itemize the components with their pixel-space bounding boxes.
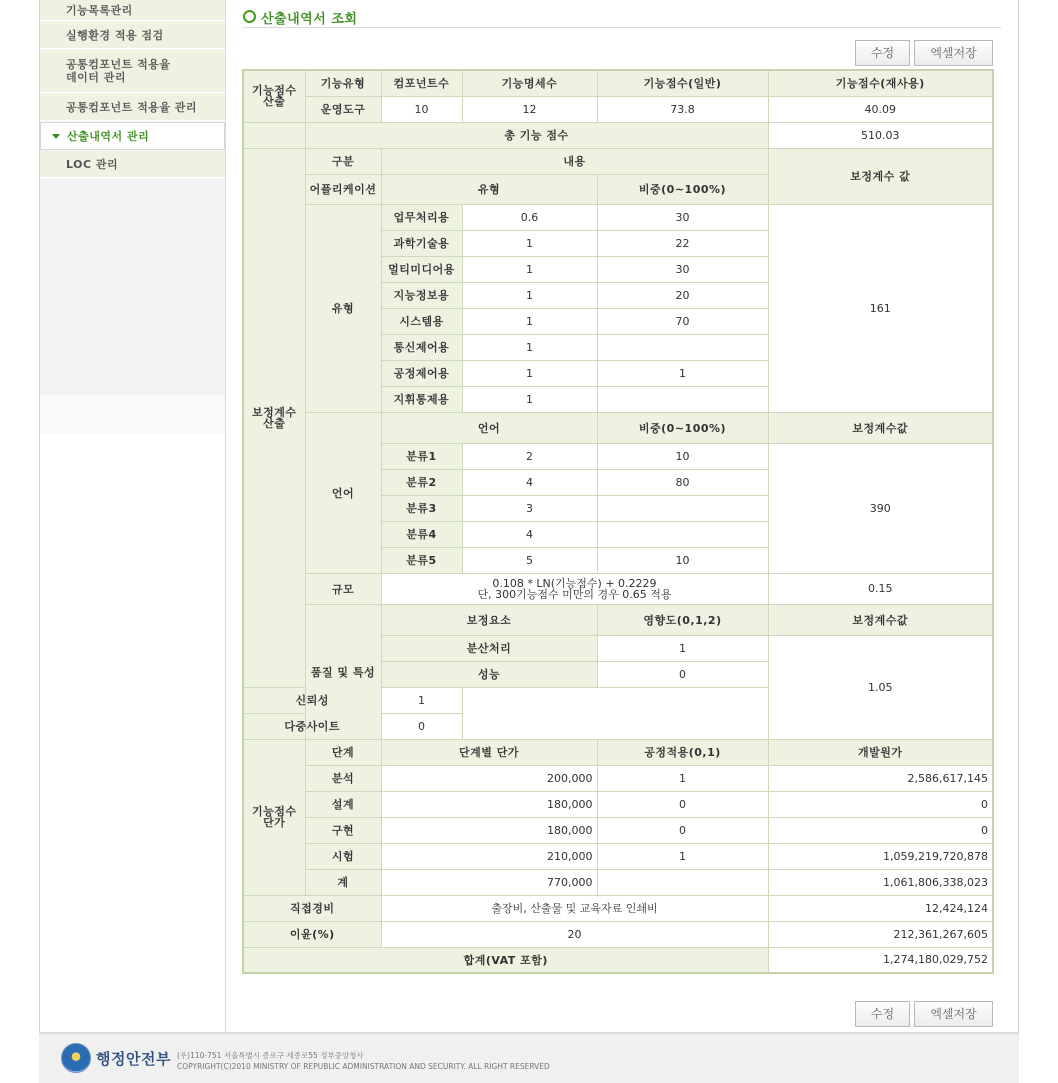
footer bbox=[39, 1032, 1019, 1083]
page-title-bar bbox=[243, 6, 1001, 28]
lang-value: 5 bbox=[462, 547, 597, 573]
gubun-header: 구분 bbox=[305, 148, 381, 174]
type-adj-value: 161 bbox=[768, 204, 993, 412]
lang-adj-value: 390 bbox=[768, 443, 993, 573]
apply-header: 공정적용(0,1) bbox=[597, 739, 768, 765]
impact-header: 영향도(0,1,2) bbox=[597, 604, 768, 635]
sum-value: 1,274,180,029,752 bbox=[768, 947, 993, 973]
adj-value-header: 보정계수 값 bbox=[768, 148, 993, 204]
lang-value: 4 bbox=[462, 521, 597, 547]
quality-impact: 1 bbox=[381, 687, 462, 713]
type-value: 1 bbox=[462, 230, 597, 256]
sidebar bbox=[40, 0, 226, 1032]
type-name: 멀티미디어용 bbox=[381, 256, 462, 282]
type-value: 1 bbox=[462, 360, 597, 386]
stage-apply bbox=[597, 869, 768, 895]
lang-value: 4 bbox=[462, 469, 597, 495]
lang-ratio: 80 bbox=[597, 469, 768, 495]
type-ratio: 22 bbox=[597, 230, 768, 256]
total-fp-value: 510.03 bbox=[768, 122, 993, 148]
type-name: 공정제어용 bbox=[381, 360, 462, 386]
lang-adj-header: 보정계수값 bbox=[768, 412, 993, 443]
type-name: 통신제어용 bbox=[381, 334, 462, 360]
footer-copyright: COPYRIGHT(C)2010 MINISTRY OF REPUBLIC ADMINISTRATION AND SECURITY. ALL RIGHT RESERVED bbox=[177, 1062, 550, 1071]
sidebar-item-label: 기능목록관리 bbox=[66, 3, 133, 17]
stage-price: 180,000 bbox=[381, 817, 597, 843]
type-value: 1 bbox=[462, 256, 597, 282]
stage-name: 계 bbox=[305, 869, 381, 895]
scale-formula: 0.108 * LN(기능점수) + 0.2229 bbox=[492, 576, 657, 590]
stage-cost: 0 bbox=[768, 791, 993, 817]
excel-save-button-bottom[interactable]: 엑셀저장 bbox=[914, 1001, 993, 1027]
lang-name: 분류2 bbox=[381, 469, 462, 495]
footer-address: (우)110-751 서울특별시 종로구 세종로55 정부중앙청사 bbox=[177, 1051, 364, 1060]
lang-ratio: 10 bbox=[597, 443, 768, 469]
direct-cost-desc: 출장비, 산출물 및 교육자료 인쇄비 bbox=[381, 895, 768, 921]
type-group-label: 유형 bbox=[305, 204, 381, 412]
government-emblem-icon bbox=[61, 1043, 91, 1073]
type-value: 1 bbox=[462, 334, 597, 360]
type-name: 지능정보용 bbox=[381, 282, 462, 308]
sidebar-item-label: 공통컴포넌트 적용율 관리 bbox=[66, 100, 198, 114]
ministry-name: 행정안전부 bbox=[96, 1050, 171, 1068]
stage-cost: 1,061,806,338,023 bbox=[768, 869, 993, 895]
sidebar-item-label-line2: 데이터 관리 bbox=[66, 71, 126, 84]
scale-note: 단, 300기능점수 미만의 경우 0.65 적용 bbox=[477, 587, 672, 601]
triangle-down-icon bbox=[52, 134, 60, 139]
table-cell: 40.09 bbox=[768, 96, 993, 122]
sum-label: 합계(VAT 포함) bbox=[243, 947, 768, 973]
col-header: 기능점수(일반) bbox=[597, 70, 768, 96]
col-header: 기능유형 bbox=[305, 70, 381, 96]
stage-cost: 0 bbox=[768, 817, 993, 843]
stage-price: 770,000 bbox=[381, 869, 597, 895]
quality-name: 다중사이트 bbox=[243, 713, 381, 739]
profit-label: 이윤(%) bbox=[243, 921, 381, 947]
scale-formula-cell bbox=[381, 573, 768, 604]
circle-icon bbox=[243, 10, 256, 23]
lang-name: 분류5 bbox=[381, 547, 462, 573]
stage-name: 시험 bbox=[305, 843, 381, 869]
lang-header: 언어 bbox=[381, 412, 597, 443]
sidebar-item-label: LOC 관리 bbox=[66, 157, 119, 171]
table-cell: 12 bbox=[462, 96, 597, 122]
sidebar-item-function-list[interactable] bbox=[40, 0, 225, 21]
profit-pct: 20 bbox=[381, 921, 768, 947]
app-header: 어플리케이션 bbox=[305, 174, 381, 204]
sidebar-item-label: 실행환경 적용 점검 bbox=[66, 28, 164, 42]
type-value: 0.6 bbox=[462, 204, 597, 230]
estimate-table bbox=[242, 69, 994, 974]
type-ratio bbox=[597, 386, 768, 412]
col-header: 기능명세수 bbox=[462, 70, 597, 96]
direct-cost-label: 직접경비 bbox=[243, 895, 381, 921]
scale-label: 규모 bbox=[305, 573, 381, 604]
stage-cost: 1,059,219,720,878 bbox=[768, 843, 993, 869]
total-fp-label: 총 기능 점수 bbox=[305, 122, 768, 148]
quality-name: 성능 bbox=[381, 661, 597, 687]
lang-value: 2 bbox=[462, 443, 597, 469]
lang-name: 분류1 bbox=[381, 443, 462, 469]
quality-group-label: 품질 및 특성 bbox=[305, 604, 381, 739]
type-value: 1 bbox=[462, 308, 597, 334]
stage-apply: 0 bbox=[597, 791, 768, 817]
lang-ratio-header: 비중(0~100%) bbox=[597, 412, 768, 443]
stage-header: 단계 bbox=[305, 739, 381, 765]
direct-cost-value: 12,424,124 bbox=[768, 895, 993, 921]
type-ratio: 1 bbox=[597, 360, 768, 386]
type-name: 시스템용 bbox=[381, 308, 462, 334]
col-header: 컴포넌트수 bbox=[381, 70, 462, 96]
type-ratio: 30 bbox=[597, 204, 768, 230]
lang-name: 분류4 bbox=[381, 521, 462, 547]
sidebar-item-loc[interactable] bbox=[40, 151, 225, 178]
type-ratio bbox=[597, 334, 768, 360]
fp-calc-label: 기능점수 산출 bbox=[243, 70, 305, 122]
quality-name: 분산처리 bbox=[381, 635, 597, 661]
sidebar-item-component-rate-data[interactable] bbox=[40, 50, 225, 93]
quality-name: 신뢰성 bbox=[243, 687, 381, 713]
stage-cost: 2,586,617,145 bbox=[768, 765, 993, 791]
type-ratio: 20 bbox=[597, 282, 768, 308]
stage-name: 분석 bbox=[305, 765, 381, 791]
table-cell: 73.8 bbox=[597, 96, 768, 122]
type-ratio: 30 bbox=[597, 256, 768, 282]
stage-name: 설계 bbox=[305, 791, 381, 817]
stage-name: 구현 bbox=[305, 817, 381, 843]
stage-apply: 1 bbox=[597, 765, 768, 791]
scale-value: 0.15 bbox=[768, 573, 993, 604]
lang-value: 3 bbox=[462, 495, 597, 521]
quality-impact: 1 bbox=[597, 635, 768, 661]
sidebar-item-runtime-check[interactable] bbox=[40, 22, 225, 49]
lang-ratio bbox=[597, 521, 768, 547]
type-name: 과학기술용 bbox=[381, 230, 462, 256]
profit-value: 212,361,267,605 bbox=[768, 921, 993, 947]
lang-group-label: 언어 bbox=[305, 412, 381, 573]
col-header: 기능점수(재사용) bbox=[768, 70, 993, 96]
stage-apply: 0 bbox=[597, 817, 768, 843]
lang-ratio bbox=[597, 495, 768, 521]
type-name: 지휘통제용 bbox=[381, 386, 462, 412]
quality-adj-header: 보정계수값 bbox=[768, 604, 993, 635]
stage-price: 200,000 bbox=[381, 765, 597, 791]
adj-calc-label: 보정계수 산출 bbox=[243, 148, 305, 687]
content-header: 내용 bbox=[381, 148, 768, 174]
sidebar-item-label: 산출내역서 관리 bbox=[67, 129, 150, 143]
type-header: 유형 bbox=[381, 174, 597, 204]
type-value: 1 bbox=[462, 282, 597, 308]
quality-impact: 0 bbox=[597, 661, 768, 687]
lang-ratio: 10 bbox=[597, 547, 768, 573]
type-name: 업무처리용 bbox=[381, 204, 462, 230]
ratio-header: 비중(0~100%) bbox=[597, 174, 768, 204]
edit-button-bottom[interactable]: 수정 bbox=[855, 1001, 910, 1027]
type-value: 1 bbox=[462, 386, 597, 412]
cost-header: 개발원가 bbox=[768, 739, 993, 765]
sidebar-item-component-rate[interactable] bbox=[40, 94, 225, 121]
lang-name: 분류3 bbox=[381, 495, 462, 521]
unit-calc-label: 기능점수 단가 bbox=[243, 739, 305, 895]
sidebar-item-label: 공통컴포넌트 적용율 bbox=[66, 58, 171, 71]
stage-apply: 1 bbox=[597, 843, 768, 869]
quality-header: 보정요소 bbox=[381, 604, 597, 635]
stage-price: 180,000 bbox=[381, 791, 597, 817]
page-title: 산출내역서 조회 bbox=[261, 12, 358, 27]
sidebar-item-estimate[interactable] bbox=[40, 122, 225, 150]
quality-adj-value: 1.05 bbox=[768, 635, 993, 739]
unit-price-header: 단계별 단가 bbox=[381, 739, 597, 765]
excel-save-button[interactable]: 엑셀저장 bbox=[914, 40, 993, 66]
type-ratio: 70 bbox=[597, 308, 768, 334]
table-cell: 운영도구 bbox=[305, 96, 381, 122]
footer-info bbox=[177, 1050, 550, 1072]
stage-price: 210,000 bbox=[381, 843, 597, 869]
edit-button[interactable]: 수정 bbox=[855, 40, 910, 66]
quality-impact: 0 bbox=[381, 713, 462, 739]
table-cell: 10 bbox=[381, 96, 462, 122]
